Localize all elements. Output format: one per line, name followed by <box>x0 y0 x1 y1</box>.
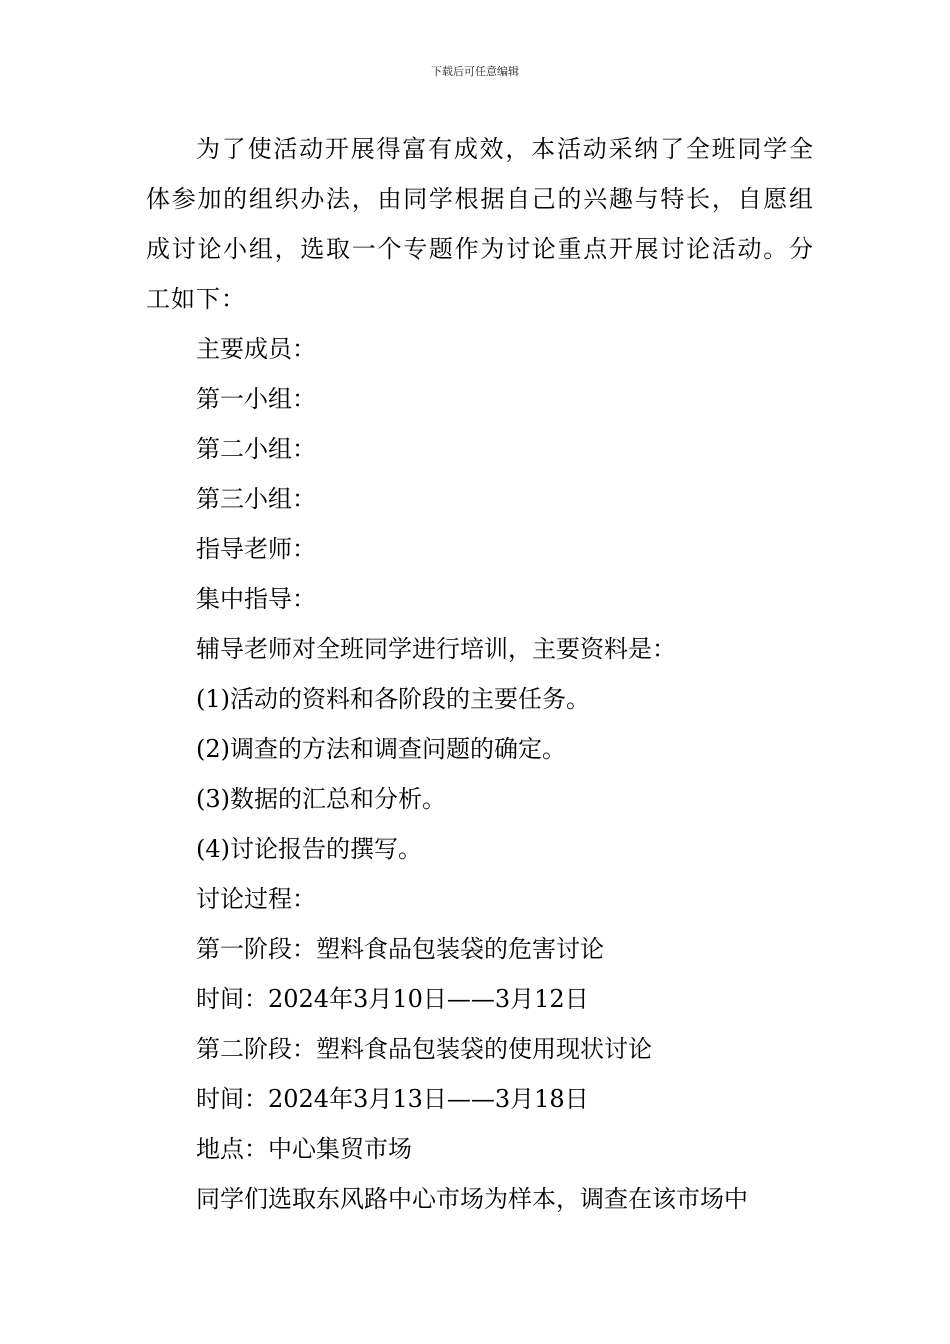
training-line: 辅导老师对全班同学进行培训，主要资料是： <box>196 635 676 663</box>
central-guidance-line: 集中指导： <box>196 585 316 613</box>
stage-one-time: 时间：2024年3月10日——3月12日 <box>196 985 589 1013</box>
survey-line: 同学们选取东风路中心市场为样本，调查在该市场中 <box>196 1185 748 1213</box>
intro-paragraph: 为了使活动开展得富有成效，本活动采纳了全班同学全体参加的组织办法，由同学根据自己的兴趣与特长，自愿组成讨论小组，选取一个专题作为讨论重点开展讨论活动。分工如下： <box>146 135 814 313</box>
stage-two-line: 第二阶段：塑料食品包装袋的使用现状讨论 <box>196 1035 652 1063</box>
stage-one-line: 第一阶段：塑料食品包装袋的危害讨论 <box>196 935 604 963</box>
main-members-line: 主要成员： <box>196 335 316 363</box>
training-item-4: (4)讨论报告的撰写。 <box>196 835 422 863</box>
group-two-line: 第二小组： <box>196 435 316 463</box>
location-line: 地点：中心集贸市场 <box>196 1135 412 1163</box>
process-heading: 讨论过程： <box>196 885 316 913</box>
training-item-1: (1)活动的资料和各阶段的主要任务。 <box>196 685 590 713</box>
training-item-2: (2)调查的方法和调查问题的确定。 <box>196 735 566 763</box>
group-one-line: 第一小组： <box>196 385 316 413</box>
document-body <box>146 124 814 1224</box>
training-item-3: (3)数据的汇总和分析。 <box>196 785 446 813</box>
page-header: 下载后可任意编辑 <box>431 65 519 78</box>
group-three-line: 第三小组： <box>196 485 316 513</box>
advisor-line: 指导老师： <box>196 535 316 563</box>
stage-two-time: 时间：2024年3月13日——3月18日 <box>196 1085 589 1113</box>
